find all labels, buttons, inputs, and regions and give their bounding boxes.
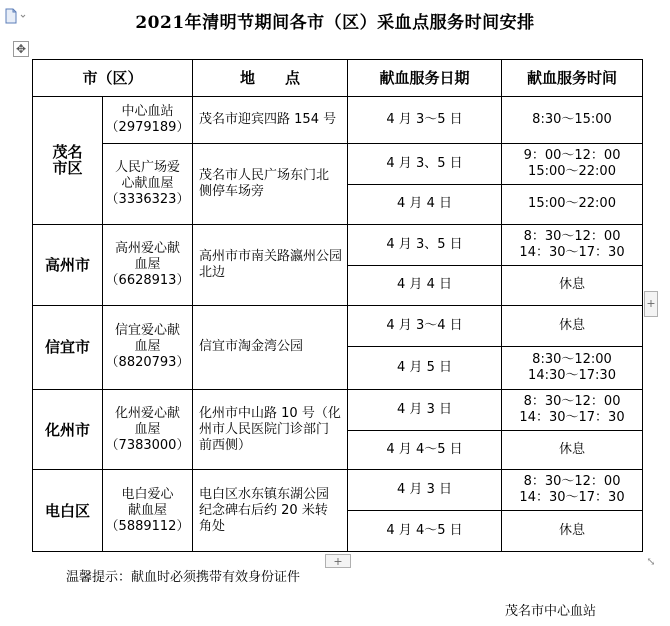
header-location: 地 点 [193,60,348,97]
header-city: 市（区） [33,60,193,97]
date-cell: 4 月 3、5 日 [348,144,502,185]
time-cell: 8:30～15:00 [502,97,643,144]
time-cell: 8：30～12：00 14：30～17：30 [502,224,643,265]
city-cell: 电白区 [33,470,103,552]
date-cell: 4 月 3 日 [348,470,502,511]
page-title: 2021年清明节期间各市（区）采血点服务时间安排 [135,13,535,33]
date-cell: 4 月 3～4 日 [348,305,502,347]
date-cell: 4 月 4 日 [348,265,502,305]
time-cell: 8:30～12:00 14:30～17:30 [502,347,643,390]
time-cell: 8：30～12：00 14：30～17：30 [502,470,643,511]
address-cell: 茂名市人民广场东门北 侧停车场旁 [193,144,348,225]
site-name-cell: 化州爱心献 血屋 （7383000） [103,390,193,470]
time-cell: 休息 [502,431,643,470]
site-name-cell: 电白爱心 献血屋 （5889112） [103,470,193,552]
table-move-handle[interactable]: ✥ [13,41,29,57]
city-cell: 高州市 [33,224,103,305]
signature: 茂名市中心血站 [505,604,597,619]
site-name-cell: 人民广场爱 心献血屋 （3336323） [103,144,193,225]
add-row-button[interactable]: + [325,554,351,568]
date-cell: 4 月 4～5 日 [348,431,502,470]
site-name-cell: 信宜爱心献 血屋 （8820793） [103,305,193,390]
schedule-body [33,97,643,552]
table-row [33,305,643,347]
time-cell: 15:00～22:00 [502,184,643,224]
add-column-button[interactable]: + [644,291,658,317]
address-cell: 化州市中山路 10 号（化 州市人民医院门诊部门 前西侧） [193,390,348,470]
header-date: 献血服务日期 [348,60,502,97]
table-row [33,224,643,265]
table-row [33,144,643,185]
table-row [33,97,643,144]
date-cell: 4 月 3～5 日 [348,97,502,144]
time-cell: 休息 [502,511,643,552]
header-time: 献血服务时间 [502,60,643,97]
time-cell: 8：30～12：00 14：30～17：30 [502,390,643,431]
date-cell: 4 月 4 日 [348,184,502,224]
city-cell: 茂名 市区 [33,97,103,225]
city-cell: 化州市 [33,390,103,470]
site-name-cell: 高州爱心献 血屋 （6628913） [103,224,193,305]
address-cell: 高州市市南关路瀛州公园 北边 [193,224,348,305]
schedule-table [32,59,643,552]
table-resize-handle[interactable]: ⤡ [646,555,656,568]
date-cell: 4 月 3、5 日 [348,224,502,265]
table-row [33,390,643,431]
date-cell: 4 月 4～5 日 [348,511,502,552]
time-cell: 休息 [502,265,643,305]
time-cell: 9：00～12：00 15:00～22:00 [502,144,643,185]
address-cell: 电白区水东镇东湖公园 纪念碑右后约 20 米转 角处 [193,470,348,552]
date-cell: 4 月 5 日 [348,347,502,390]
reminder-note: 温馨提示：献血时必须携带有效身份证件 [66,570,301,585]
address-cell: 信宜市淘金湾公园 [193,305,348,390]
table-row [33,470,643,511]
site-name-cell: 中心血站 （2979189） [103,97,193,144]
city-cell: 信宜市 [33,305,103,390]
date-cell: 4 月 3 日 [348,390,502,431]
time-cell: 休息 [502,305,643,347]
address-cell: 茂名市迎宾四路 154 号 [193,97,348,144]
